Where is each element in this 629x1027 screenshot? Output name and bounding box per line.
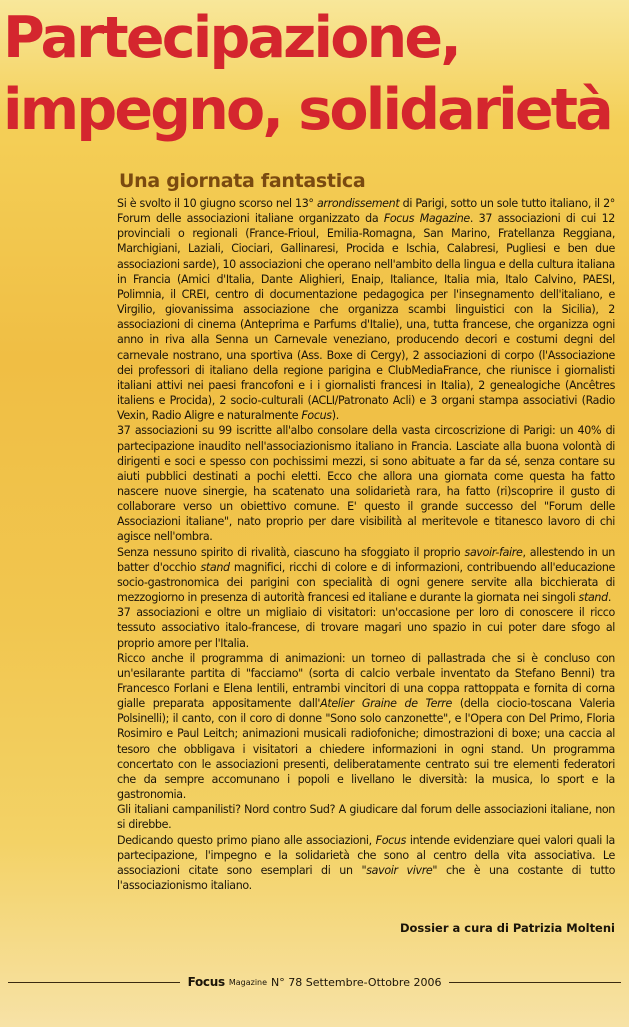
article-paragraph — [117, 196, 615, 423]
headline — [3, 2, 623, 146]
text-run: intende evidenziare quei valori quali la partecipazione, l'impegno e la solidarietà che sono al centro della vita associativa. Le associazioni citate sono esemplari di un " — [117, 833, 615, 877]
italic-text: savoir-faire — [464, 545, 523, 559]
footer-magazine-label: Magazine — [228, 977, 268, 987]
italic-text: stand — [200, 560, 230, 574]
italic-text: stand — [578, 591, 608, 605]
text-run: (della ciocio-toscana Valeria Polsinelli); il canto, con il coro di donne "Sono solo canzonette", e l'Opera con Del Primo, Floria Rosimiro e Paul Leitch; animazioni musicali radiofoniche; dimostrazioni di boxe; una caccia al tesoro che obbligava i visitatori a chiedere informazioni in ogni stand. Un programma concertato con le associazioni presenti, deliberatamente centrato sui tre elementi federatori che da sempre accomunano i popoli e livellano le diversità: la musica, lo sport e la gastronomia. — [117, 697, 615, 802]
footer-brand: Focus — [187, 975, 225, 989]
italic-text: Focus — [375, 833, 407, 847]
text-run: Dedicando questo primo piano alle associazioni, — [117, 833, 376, 847]
italic-text: Focus Magazine — [383, 212, 470, 226]
footer-rule-right — [449, 982, 621, 983]
text-run: , allestendo in un batter d'occhio — [117, 545, 615, 574]
article-body — [117, 196, 615, 893]
text-run: Gli italiani campanilisti? Nord contro Sud? A giudicare dal forum delle associazioni italiane, non si direbbe. — [117, 803, 615, 832]
text-run: Ricco anche il programma di animazioni: un torneo di pallastrada che si è concluso con un'esilarante partita di "facciamo" (sorta di calcio verbale inventato da Stefano Benni) tra Francesco Forlani e Elena Ientili, entrambi vincitori di una coppa rattoppata e fornita di corna gialle preparata appositamente dall' — [117, 651, 615, 711]
article-paragraph — [117, 651, 615, 803]
article-paragraph — [117, 833, 615, 894]
page-footer — [0, 973, 629, 991]
article-paragraph — [117, 802, 615, 832]
article-paragraph — [117, 605, 615, 650]
footer-rule-left — [8, 982, 180, 983]
article-signature: Dossier a cura di Patrizia Molteni — [399, 921, 615, 935]
italic-text: Focus — [301, 409, 332, 423]
text-run: . — [607, 591, 611, 605]
text-run: magnifici, ricchi di colore e di informazioni, contribuendo all'educazione socio-gastronomica dei parigini con specialità di ogni genere servite alla bicchierata di mezzogiorno in presenza di autorità francesi ed italiane e durante la giornata nei singoli — [117, 560, 616, 605]
italic-text: arrondissement — [316, 197, 400, 210]
italic-text: savoir vivre — [366, 863, 433, 877]
italic-text: Atelier Graine de Terre — [320, 697, 452, 711]
text-run: . 37 associazioni di cui 12 provinciali o regionali (France-Frioul, Emilia-Romagna, San Marino, Fratellanza Reggiana, Marchigiani, Laziali, Ciociari, Gallinaresi, Procida e Ischia, Calabresi, Pugliesi e ben due associazioni sarde), 10 associazioni che operano nell'ambito della lingua e della cultura italiana in Francia (Amici d'Italia, Dante Alighieri, Enaip, Italiance, Italia mia, Italo Calvino, PAESI, Polimnia, il CREI, centro di documentazione pedagogica per l'insegnamento dell'italiano, e Virgilio, giovanissima associazione che organizza scambi linguistici con la Sicilia), 2 associazioni di cinema (Anteprima e Parfums d'Italie), una, tutta francese, che organizza ogni anno in riva alla Senna un Carnevale veneziano, producendo decori e costumi degni del carnevale nostrano, una sportiva (Ass. Boxe di Cergy), 2 associazioni di corpo (l'Associazione dei professori di italiano della regione parigina e ClubMediaFrance, che riunisce i giornalisti italiani attivi nei paesi francofoni e i i giornalisti francesi in Italia), 2 genealogiche (Ancêtres italiens e Procida), 2 socio-culturali (ACLI/Patronato Acli) e 3 organi stampa associativi (Radio Vexin, Radio Aligre e naturalmente — [117, 212, 615, 423]
headline-line-2: impegno, solidarietà — [3, 77, 611, 143]
article-paragraph — [117, 545, 615, 606]
article-paragraph — [117, 423, 615, 544]
article-subtitle: Una giornata fantastica — [119, 170, 366, 192]
text-run: Senza nessuno spirito di rivalità, ciascuno ha sfoggiato il proprio — [117, 545, 465, 559]
footer-issue: N° 78 Settembre-Ottobre 2006 — [271, 975, 442, 989]
text-run: ). — [331, 409, 339, 423]
text-run: " che è una costante di tutto l'associazionismo italiano. — [117, 863, 616, 893]
text-run: 37 associazioni e oltre un migliaio di visitatori: un'occasione per loro di conoscere il ricco tessuto associativo italo-francese, di trovare magari uno spazio in cui poter dare sfogo al proprio amore per l'Italia. — [117, 606, 615, 650]
headline-line-1: Partecipazione, — [3, 5, 460, 71]
text-run: 37 associazioni su 99 iscritte all'albo consolare della vasta circoscrizione di Parigi: un 40% di partecipazione inaudito nell'associazionismo italiano in Francia. Lasciate alla buona volontà di dirigenti e soci e spesso con pochissimi mezzi, si sono abituate a far da sé, senza contare su aiuti pubblici destinati a pochi eletti. Ecco che allora una giornata come questa ha fatto nascere nuove sinergie, ha scatenato una solidarietà rara, ha fatto (ri)scoprire il gusto di collaborare verso un obiettivo comune. E' questo il grande successo del "Forum delle Associazioni italiane", nato proprio per dare visibilità al meritevole e titanesco lavoro di chi agisce nell'ombra. — [117, 424, 615, 544]
text-run: di Parigi, sotto un sole tutto italiano, il 2° Forum delle associazioni italiane organizzato da — [117, 197, 615, 226]
text-run: Si è svolto il 10 giugno scorso nel 13° — [117, 197, 317, 210]
